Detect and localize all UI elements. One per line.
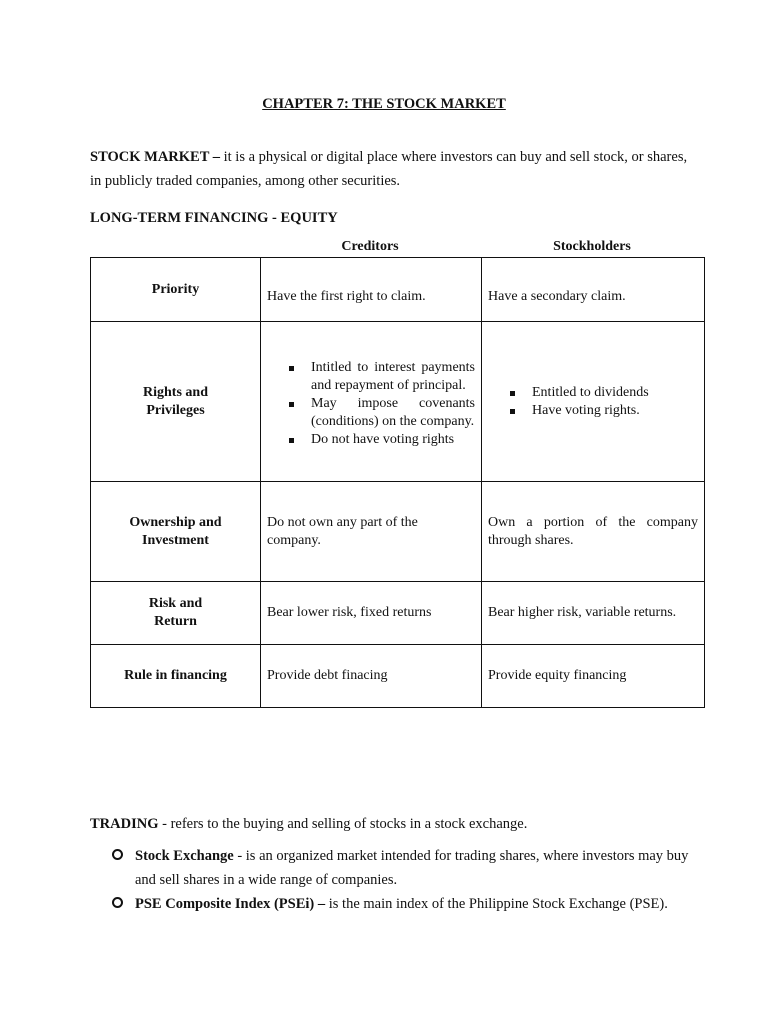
table-row — [91, 482, 705, 582]
comparison-table — [90, 257, 705, 708]
table-row — [91, 322, 705, 482]
table-row — [91, 258, 705, 322]
stockholders-cell: Have a secondary claim. — [482, 258, 705, 322]
list-item: Intitled to interest payments and repayment of principal. — [311, 359, 475, 393]
row-label: Ownership and Investment — [91, 482, 261, 582]
creditors-cell: Do not own any part of the company. — [261, 482, 482, 582]
stock-market-term: STOCK MARKET – — [90, 149, 220, 165]
creditors-cell: Bear lower risk, fixed returns — [261, 582, 482, 645]
creditors-rights-list — [267, 359, 475, 449]
creditors-cell — [261, 322, 482, 482]
creditors-cell: Provide debt finacing — [261, 645, 482, 708]
trading-term: TRADING — [90, 816, 159, 832]
row-label: Rights and Privileges — [91, 322, 261, 482]
stockholders-cell: Own a portion of the company through shares. — [482, 482, 705, 582]
list-item: May impose covenants (conditions) on the company. — [311, 395, 475, 429]
row-label: Rule in financing — [91, 645, 261, 708]
stockholders-cell: Bear higher risk, variable returns. — [482, 582, 705, 645]
circle-bullet-icon — [112, 849, 123, 860]
trading-list — [112, 844, 692, 916]
creditors-cell: Have the first right to claim. — [261, 258, 482, 322]
row-label: Risk and Return — [91, 582, 261, 645]
list-item: Do not have voting rights — [311, 431, 475, 449]
stockholders-rights-list — [488, 384, 698, 420]
trading-definition — [90, 812, 690, 836]
column-header-stockholders: Stockholders — [553, 239, 631, 254]
table-row — [91, 645, 705, 708]
row-label: Priority — [91, 258, 261, 322]
chapter-title: CHAPTER 7: THE STOCK MARKET — [262, 96, 506, 112]
list-item: Stock Exchange - is an organized market intended for trading shares, where investors may buy and sell shares in a wide range of companies. — [112, 844, 692, 892]
section-heading: LONG-TERM FINANCING - EQUITY — [90, 210, 338, 226]
circle-bullet-icon — [112, 897, 123, 908]
stock-market-definition — [90, 145, 690, 193]
column-header-creditors: Creditors — [341, 239, 399, 254]
table-row — [91, 582, 705, 645]
list-item: PSE Composite Index (PSEi) – is the main index of the Philippine Stock Exchange (PSE). — [112, 892, 692, 916]
stock-market-text: it is a physical or digital place where investors can buy and sell stock, or shares, in publicly traded companies, among other securities. — [90, 149, 688, 189]
list-item: Entitled to dividends — [532, 384, 698, 402]
list-item: Have voting rights. — [532, 402, 698, 420]
stockholders-cell: Provide equity financing — [482, 645, 705, 708]
trading-text: - refers to the buying and selling of stocks in a stock exchange. — [158, 816, 528, 832]
stockholders-cell — [482, 322, 705, 482]
